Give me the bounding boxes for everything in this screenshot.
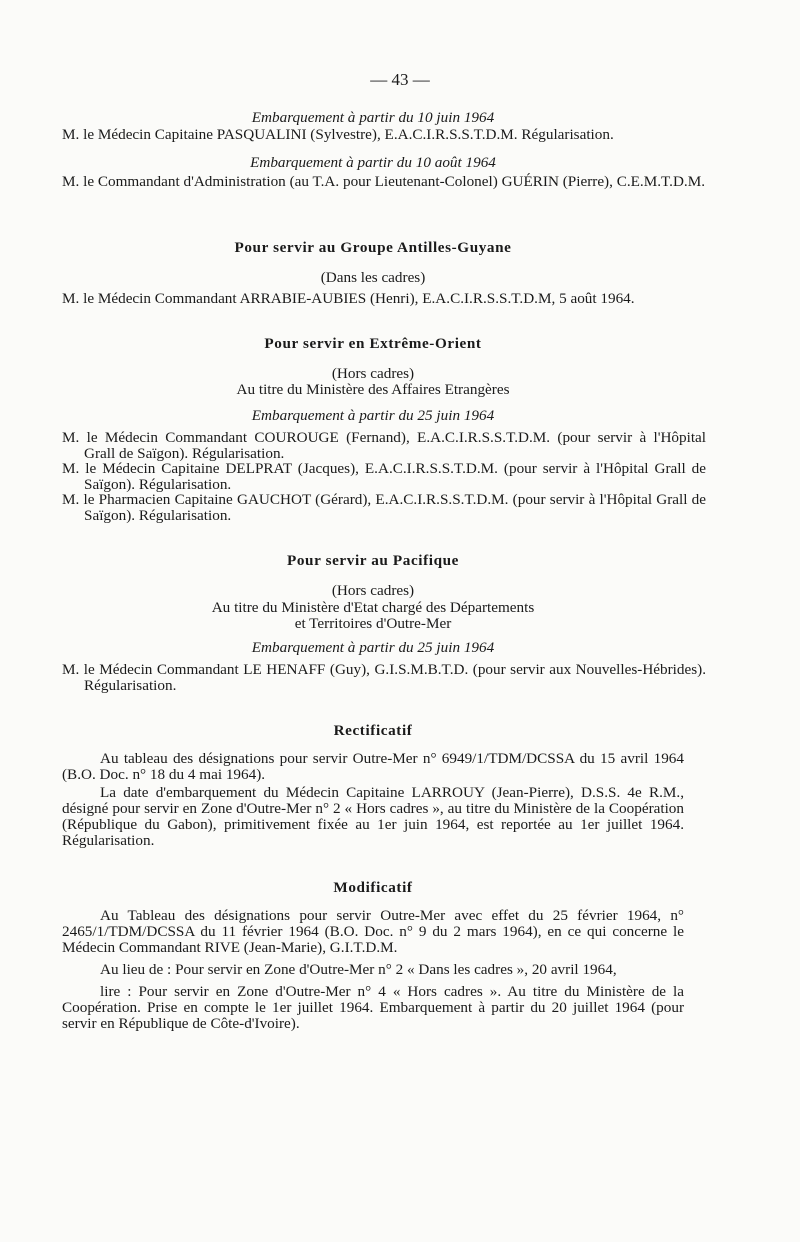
subheading-territoires: et Territoires d'Outre-Mer — [294, 615, 452, 632]
heading-extreme-orient: Pour servir en Extrême-Orient — [264, 335, 482, 352]
embarkation-line-1: Embarquement à partir du 10 juin 1964 — [251, 109, 495, 126]
modificatif-paragraph-2: Au lieu de : Pour servir en Zone d'Outre-Mer n° 2 « Dans les cadres », 20 avril 1964, — [100, 961, 617, 978]
subheading-ministere-etat: Au titre du Ministère d'Etat chargé des Départements — [211, 599, 535, 616]
embarkation-line-4: Embarquement à partir du 25 juin 1964 — [251, 639, 495, 656]
entry-pasqualini: M. le Médecin Capitaine PASQUALINI (Sylvestre), E.A.C.I.R.S.S.T.D.M. Régularisation. — [62, 126, 614, 143]
embarkation-line-2: Embarquement à partir du 10 août 1964 — [250, 154, 496, 171]
subheading-ministere-affaires-etrangeres: Au titre du Ministère des Affaires Etrangères — [236, 381, 510, 398]
subheading-hors-cadres-2: (Hors cadres) — [331, 582, 415, 599]
page-number: — 43 — — [370, 70, 430, 89]
entry-gauchot: M. le Pharmacien Capitaine GAUCHOT (Gérard), E.A.C.I.R.S.S.T.D.M. (pour servir à l'Hôpital Grall de Saïgon). Régularisation. — [62, 491, 706, 524]
entry-courouge: M. le Médecin Commandant COUROUGE (Fernand), E.A.C.I.R.S.S.T.D.M. (pour servir à l'Hôpital Grall de Saïgon). Régularisation. — [62, 429, 706, 462]
heading-modificatif: Modificatif — [333, 879, 413, 896]
heading-antilles-guyane: Pour servir au Groupe Antilles-Guyane — [234, 239, 512, 256]
subheading-dans-les-cadres: (Dans les cadres) — [320, 269, 426, 286]
subheading-hors-cadres: (Hors cadres) — [331, 365, 415, 382]
rectificatif-paragraph-2: La date d'embarquement du Médecin Capitaine LARROUY (Jean-Pierre), D.S.S. 4e R.M., désigné pour servir en Zone d'Outre-Mer n° 2 « Hors cadres », au titre du Ministère de la Coopération (République du Gabon), primitivement fixée au 1er juin 1964, est reportée au 1er juillet 1964. Régularisation. — [62, 784, 684, 849]
modificatif-paragraph-3: lire : Pour servir en Zone d'Outre-Mer n° 4 « Hors cadres ». Au titre du Ministère de la Coopération. Prise en compte le 1er juillet 1964. Embarquement à partir du 20 juillet 1964 (pour servir en République de Côte-d'Ivoire). — [62, 983, 684, 1032]
heading-pacifique: Pour servir au Pacifique — [286, 552, 460, 569]
modificatif-paragraph-1: Au Tableau des désignations pour servir Outre-Mer avec effet du 25 février 1964, n° 2465/1/TDM/DCSSA du 11 février 1964 (B.O. Doc. n° 9 du 2 mars 1964), en ce qui concerne le Médecin Commandant RIVE (Jean-Marie), G.I.T.D.M. — [62, 907, 684, 956]
embarkation-line-3: Embarquement à partir du 25 juin 1964 — [251, 407, 495, 424]
heading-rectificatif: Rectificatif — [333, 722, 413, 739]
entry-le-henaff: M. le Médecin Commandant LE HENAFF (Guy), G.I.S.M.B.T.D. (pour servir aux Nouvelles-Hébrides). Régularisation. — [62, 661, 706, 694]
entry-delprat: M. le Médecin Capitaine DELPRAT (Jacques), E.A.C.I.R.S.S.T.D.M. (pour servir à l'Hôpital Grall de Saïgon). Régularisation. — [62, 460, 706, 493]
entry-guerin: M. le Commandant d'Administration (au T.A. pour Lieutenant-Colonel) GUÉRIN (Pierre), C.E.M.T.D.M. — [62, 173, 706, 190]
rectificatif-paragraph-1: Au tableau des désignations pour servir Outre-Mer n° 6949/1/TDM/DCSSA du 15 avril 1964 (B.O. Doc. n° 18 du 4 mai 1964). — [62, 750, 684, 783]
entry-arrabie-aubies: M. le Médecin Commandant ARRABIE-AUBIES (Henri), E.A.C.I.R.S.S.T.D.M, 5 août 1964. — [62, 290, 635, 307]
